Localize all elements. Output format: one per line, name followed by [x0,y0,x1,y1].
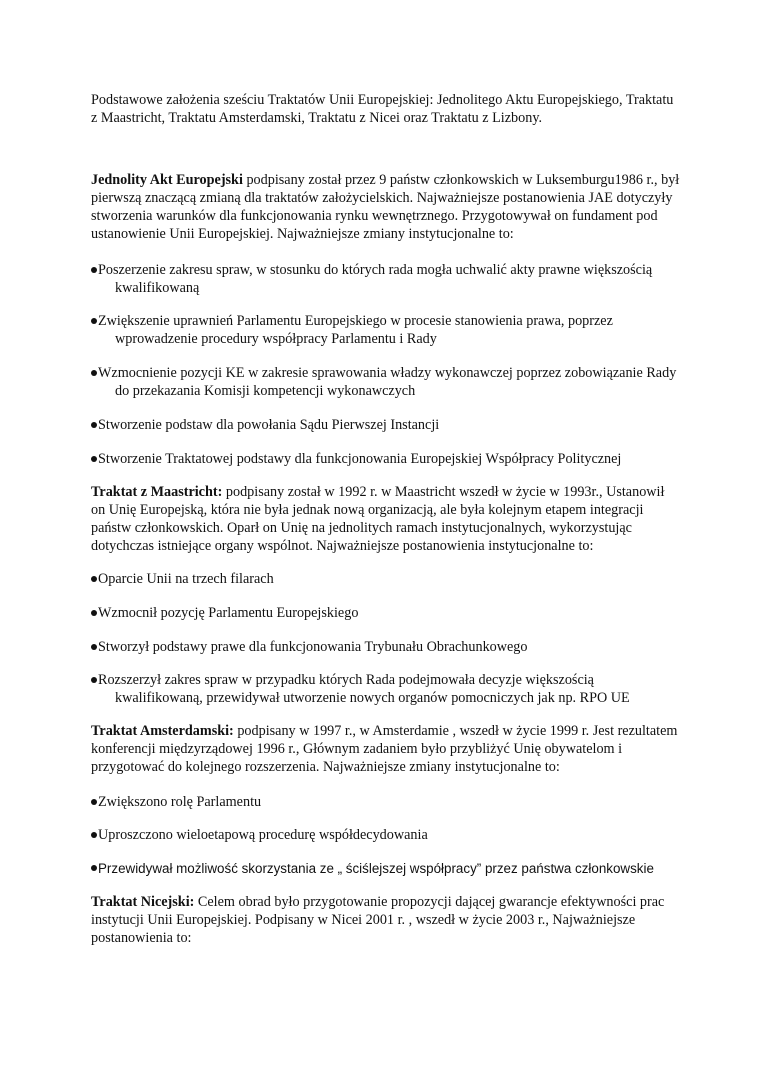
maastricht-bullet-3: Stworzył podstawy prawe dla funkcjonowania Trybunału Obrachunkowego [91,638,681,656]
section-amsterdam [91,722,681,776]
jae-bullet-4: Stworzenie podstaw dla powołania Sądu Pierwszej Instancji [91,416,681,434]
amsterdam-bullet-2: Uproszczono wieloetapową procedurę współdecydowania [91,826,681,844]
jae-text: podpisany został przez 9 państw członkowskich w Luksemburgu1986 r., był pierwszą znaczącą zmianą dla traktatów założycielskich. Najważniejsze postanowienia JAE dotyczyły stworzenia warunków dla funkcjonowania rynku wewnętrznego. Przygotowywał on fundament pod ustanowienie Unii Europejskiej. Najważniejsze zmiany instytucjonalne to: [91,172,680,242]
bullet-dot-icon [91,799,97,805]
bullet-dot-icon [91,865,97,871]
maastricht-bullet-4: Rozszerzył zakres spraw w przypadku których Rada podejmowała decyzje większością kwalifikowaną, przewidywał utworzenie nowych organów pomocniczych jak np. RPO UE [91,671,681,707]
maastricht-text: podpisany został w 1992 r. w Maastricht wszedł w życie w 1993r., Ustanowił on Unię Europejską, która nie była jednak nową organizacją, ale była kolejnym etapem integracji państw członkowskich. Oparł on Unię na jednolitych ramach instytucjonalnych, wykorzystując dotychczas istniejące organy wspólnot. Najważniejsze postanowienia instytucjonalne to: [91,484,665,554]
bullet-dot-icon [91,318,97,324]
bullet-dot-icon [91,832,97,838]
bullet-dot-icon [91,576,97,582]
bullet-dot-icon [91,644,97,650]
amsterdam-paragraph [91,722,681,776]
bullet-dot-icon [91,456,97,462]
jae-bullet-2: Zwiększenie uprawnień Parlamentu Europejskiego w procesie stanowienia prawa, poprzez wprowadzenie procedury współpracy Parlamentu i Rady [91,312,681,348]
bullet-dot-icon [91,267,97,273]
nicea-text: Celem obrad było przygotowanie propozycji dającej gwarancje efektywności prac instytucji Unii Europejskiej. Podpisany w Nicei 2001 r. , wszedł w życie 2003 r., Najważniejsze postanowienia to: [91,894,665,946]
jae-bullet-1: Poszerzenie zakresu spraw, w stosunku do których rada mogła uchwalić akty prawne większością kwalifikowaną [91,261,681,297]
amsterdam-bullet-1: Zwiększono rolę Parlamentu [91,793,681,811]
amsterdam-heading: Traktat Amsterdamski: [91,723,234,739]
intro-paragraph [91,91,681,127]
amsterdam-bullet-3: Przewidywał możliwość skorzystania ze „ ściślejszej współpracy” przez państwa członkowskie [91,860,681,878]
jae-heading: Jednolity Akt Europejski [91,172,243,188]
bullet-dot-icon [91,677,97,683]
jae-paragraph [91,171,681,243]
intro-text: Podstawowe założenia sześciu Traktatów Unii Europejskiej: Jednolitego Aktu Europejskiego, Traktatu z Maastricht, Traktatu Amsterdamski, Traktatu z Nicei oraz Traktatu z Lizbony. [91,92,674,126]
bullet-dot-icon [91,610,97,616]
maastricht-paragraph [91,483,681,555]
nicea-heading: Traktat Nicejski: [91,894,195,910]
nicea-paragraph [91,893,681,947]
amsterdam-text: podpisany w 1997 r., w Amsterdamie , wszedł w życie 1999 r. Jest rezultatem konferencji międzyrządowej 1996 r., Głównym zadaniem było przybliżyć Unię obywatelom i przygotować do kolejnego rozszerzenia. Najważniejsze zmiany instytucjonalne to: [91,723,678,775]
bullet-dot-icon [91,370,97,376]
jae-bullet-3: Wzmocnienie pozycji KE w zakresie sprawowania władzy wykonawczej poprzez zobowiązanie Rady do przekazania Komisji kompetencji wykonawczych [91,364,681,400]
section-nicea [91,893,681,947]
bullet-dot-icon [91,422,97,428]
maastricht-heading: Traktat z Maastricht: [91,484,223,500]
maastricht-bullet-2: Wzmocnił pozycję Parlamentu Europejskiego [91,604,681,622]
section-maastricht [91,483,681,555]
maastricht-bullet-1: Oparcie Unii na trzech filarach [91,570,681,588]
section-jae [91,171,681,243]
jae-bullet-5: Stworzenie Traktatowej podstawy dla funkcjonowania Europejskiej Współpracy Politycznej [91,450,681,468]
